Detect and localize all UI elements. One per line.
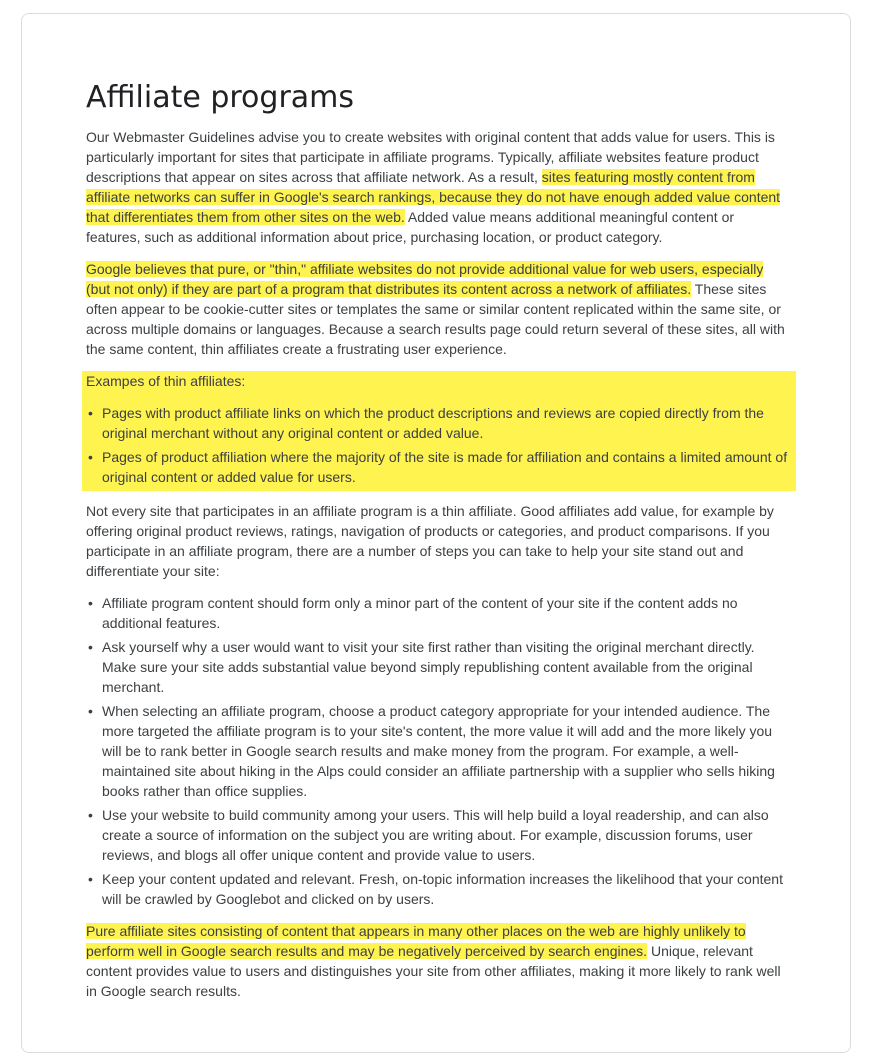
thin-examples-intro: Exampes of thin affiliates:: [86, 373, 246, 389]
highlight-ranking: sites featuring mostly content from affiliate networks can suffer in Google's search rankings, because they do not have enough added value content that differentiates them from other sites on the web.: [86, 169, 781, 225]
paragraph-intro: [86, 127, 790, 247]
article-content: [86, 78, 790, 1013]
paragraph-good-affiliates: Not every site that participates in an affiliate program is a thin affiliate. Good affiliates add value, for example by offering original product reviews, ratings, navigation of products or categories, and product comparisons. If you participate in an affiliate program, there are a number of steps you can take to help your site stand out and differentiate your site:: [86, 503, 774, 579]
thin-examples-highlight: [82, 371, 796, 491]
tips-list: [86, 593, 790, 909]
list-item: • Keep your content updated and relevant. Fresh, on-topic information increases the likelihood that your content will be crawled by Googlebot and clicked on by users.: [102, 869, 790, 909]
list-item: • Pages of product affiliation where the majority of the site is made for affiliation and contains a limited amount of original content or added value for users.: [102, 447, 790, 487]
list-item: • When selecting an affiliate program, choose a product category appropriate for your intended audience. The more targeted the affiliate program is to your site's content, the more value it will add and the more likely you will be to rank better in Google search results and make money from the program. For example, a well-maintained site about hiking in the Alps could consider an affiliate partnership with a supplier who sells hiking books rather than office supplies.: [102, 701, 790, 801]
list-item: • Affiliate program content should form only a minor part of the content of your site if the content adds no additional features.: [102, 593, 790, 633]
list-item: • Pages with product affiliate links on which the product descriptions and reviews are copied directly from the original merchant without any original content or added value.: [102, 403, 790, 443]
thin-text: These sites often appear to be cookie-cutter sites or templates the same or similar content replicated within the same site, or across multiple domains or languages. Because a search results page could return several of these sites, all with the same content, thin affiliates create a frustrating user experience.: [86, 281, 785, 357]
paragraph-thin: [86, 259, 790, 359]
list-item: • Use your website to build community among your users. This will help build a loyal readership, and can also create a source of information on the subject you are writing about. For example, discussion forums, user reviews, and blogs all offer unique content and provide value to users.: [102, 805, 790, 865]
paragraph-conclusion: [86, 921, 790, 1001]
conclusion-text: Unique, relevant content provides value to users and distinguishes your site from other affiliates, making it more likely to rank well in Google search results.: [86, 943, 781, 999]
highlight-thin: Google believes that pure, or "thin," affiliate websites do not provide additional value for web users, especially (but not only) if they are part of a program that distributes its content across a network of affiliates.: [86, 261, 764, 297]
intro-text-cont: Added value means additional meaningful content or features, such as additional information about price, purchasing location, or product category.: [86, 209, 735, 245]
intro-text: Our Webmaster Guidelines advise you to create websites with original content that adds value for users. This is particularly important for sites that participate in affiliate programs. Typically, affiliate websites feature product descriptions that appear on sites across that affiliate network. As a result,: [86, 129, 775, 185]
list-item: • Ask yourself why a user would want to visit your site first rather than visiting the original merchant directly. Make sure your site adds substantial value beyond simply republishing content available from the original merchant.: [102, 637, 790, 697]
thin-examples-list: [86, 403, 790, 491]
highlight-pure-affiliate: Pure affiliate sites consisting of content that appears in many other places on the web are highly unlikely to perform well in Google search results and may be negatively perceived by search engines.: [86, 923, 746, 959]
page-title: Affiliate programs: [86, 80, 355, 115]
